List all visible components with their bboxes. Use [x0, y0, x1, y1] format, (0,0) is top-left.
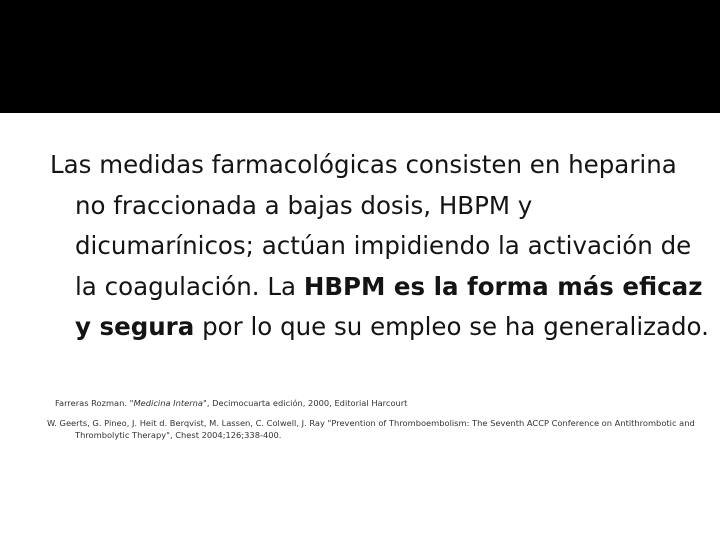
reference-2: W. Geerts, G. Pineo, J. Heit d. Berqvist, M. Lassen, C. Colwell, J. Ray "Prevention of Thromboembolism: The Seventh ACCP Conference on Antithrombotic and Thrombolytic Therapy", Chest 2004;126;338-400.: [47, 418, 695, 440]
header-band: [0, 0, 720, 113]
reference-1-after: ", Decimocuarta edición, 2000, Editorial Harcourt: [203, 398, 408, 408]
body-text-part-2: por lo que su empleo se ha generalizado.: [194, 312, 709, 341]
reference-1-title: Medicina Interna: [133, 398, 203, 408]
reference-1: [55, 397, 695, 409]
reference-1-before: Farreras Rozman. ": [55, 398, 134, 408]
slide-body-text: [50, 145, 715, 348]
body-text-part-1: Las medidas farmacológicas consisten en heparina no fraccionada a bajas dosis, HBPM y dicumarínicos; actúan impidiendo la activación de la coagulación. La: [50, 150, 692, 301]
body-text-bold: HBPM es la forma más eficaz y segura: [75, 271, 703, 341]
